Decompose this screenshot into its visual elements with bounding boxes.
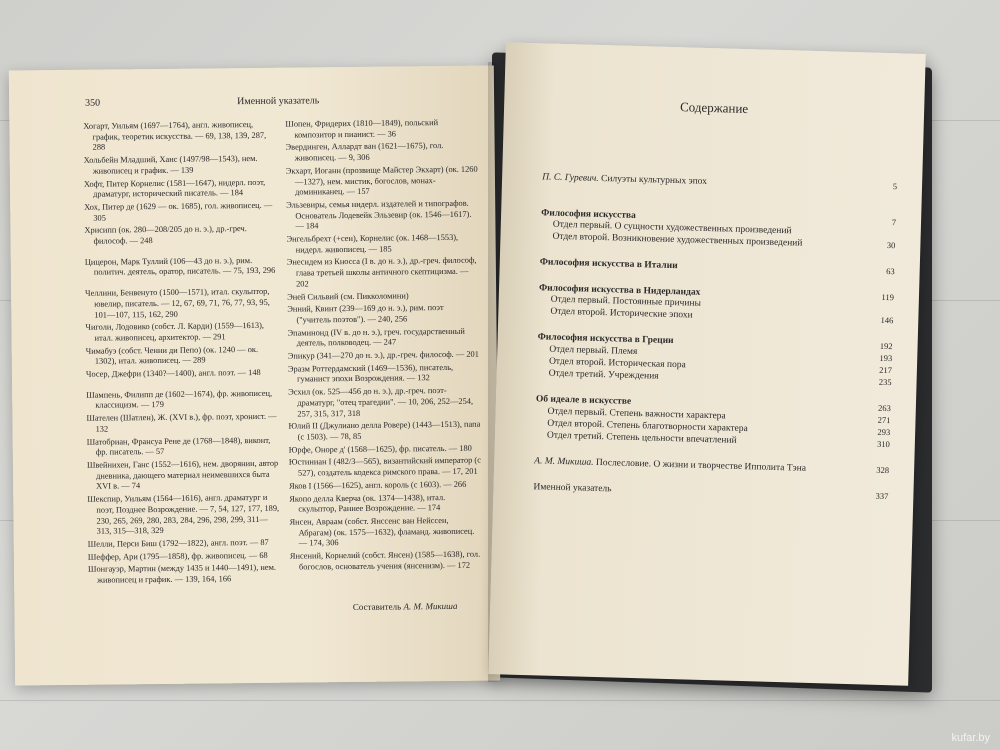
index-entry: Экхарт, Иоганн (прозвище Майстер Экхарт) (ок. 1260—1327), нем. мистик, богослов, монах-доминиканец. — 157 bbox=[285, 164, 478, 197]
index-entry: Хогарт, Уильям (1697—1764), англ. живописец, график, теоретик искусства. — 69, 138, 139, 287, 288 bbox=[83, 120, 267, 153]
index-entry: Челлини, Бенвенуто (1500—1571), итал. скульптор, ювелир, писатель. — 12, 67, 69, 71, 76, 77, 93, 95, 101—107, 115, 162, 290 bbox=[85, 286, 270, 320]
toc-label-text: Послесловие. О жизни и творчестве Ипполита Тэна bbox=[595, 457, 807, 474]
toc-label-text: Об идеале в искусстве bbox=[535, 394, 632, 407]
toc-label-text: Отдел второй. Степень благотворности характера bbox=[547, 418, 748, 435]
toc-label-text: Отдел второй. Историческая пора bbox=[548, 356, 686, 371]
index-entry: Хох, Питер де (1629 — ок. 1685), гол. живописец. — 305 bbox=[84, 200, 273, 223]
toc-page-number: 193 bbox=[879, 352, 893, 364]
index-entry: Эсхил (ок. 525—456 до н. э.), др.-греч. поэт-драматург, "отец трагедии". — 10, 206, 252—254, 257, 315, 317, 318 bbox=[288, 386, 474, 419]
toc-label-text: Философия искусства в Нидерландах bbox=[538, 283, 701, 298]
toc-label-text: Отдел первый. Племя bbox=[549, 344, 638, 358]
index-entry: Энний, Квинт (239—169 до н. э.), рим. поэт ("учитель поэтов"). — 240, 256 bbox=[287, 303, 444, 325]
toc-page-number: 63 bbox=[886, 265, 895, 277]
index-column-1 bbox=[83, 120, 280, 589]
index-entry: Янсен, Авраам (собст. Янссенс ван Нейссен, Абрагам) (ок. 1575—1632), фламанд. живописец. — 174, 306 bbox=[289, 515, 475, 548]
toc-author: П. С. Гуревич. bbox=[542, 172, 602, 184]
left-page bbox=[9, 65, 500, 685]
compiler-name: А. М. Микиша bbox=[403, 600, 458, 612]
index-entry: Чимабуэ (собст. Ченни ди Пепо) (ок. 1240 — ок. 1302), итал. живописец. — 289 bbox=[85, 344, 259, 367]
index-entry: Хольбейн Младший, Ханс (1497/98—1543), нем. живописец и график. — 139 bbox=[83, 154, 258, 176]
toc-label-text: Философия искусства в Италии bbox=[539, 257, 678, 272]
index-entry: Юрфе, Оноре д' (1568—1625), фр. писатель. — 180 bbox=[288, 443, 472, 455]
watermark: kufar.by bbox=[951, 732, 990, 744]
index-entry: Эней Сильвий (см. Пикколомини) bbox=[287, 290, 409, 302]
index-entry: Цицерон, Марк Туллий (106—43 до н. э.), рим. политич. деятель, оратор, писатель. — 75, 193, 296 bbox=[84, 255, 276, 278]
index-entry: Энгельбрехт (+сен), Корнелис (ок. 1468—1553), нидерл. живописец. — 185 bbox=[286, 232, 459, 255]
running-head-title: Именной указатель bbox=[237, 95, 320, 108]
index-entry: Юлий II (Джулиано делла Ровере) (1443—1513), папа (с 1503). — 78, 85 bbox=[288, 419, 481, 442]
toc-author: А. М. Микиша. bbox=[534, 456, 597, 468]
toc-page-number: 235 bbox=[878, 376, 892, 388]
toc-page-number: 271 bbox=[877, 414, 891, 426]
index-column-2 bbox=[285, 118, 482, 587]
toc-label-text: Отдел второй. Возникновение художественных произведений bbox=[552, 231, 803, 249]
compiler-credit bbox=[353, 601, 458, 612]
toc-page-number: 5 bbox=[892, 181, 898, 192]
index-entry: Чосер, Джефри (1340?—1400), англ. поэт. — 148 bbox=[85, 367, 261, 379]
table-grain bbox=[0, 700, 1000, 701]
toc-title: Содержание bbox=[679, 99, 749, 117]
page-number: 350 bbox=[85, 97, 101, 109]
toc-page-number: 146 bbox=[880, 314, 894, 326]
running-head bbox=[85, 94, 454, 109]
toc-page-number: 217 bbox=[879, 364, 893, 376]
index-entry: Чиголи, Лодовико (собст. Л. Карди) (1559—1613), итал. живописец, архитектор. — 291 bbox=[85, 321, 265, 343]
toc-page-number: 7 bbox=[891, 217, 897, 228]
index-entry: Шатобриан, Франсуа Рене де (1768—1848), виконт, фр. писатель. — 57 bbox=[86, 435, 271, 457]
index-entry: Якопо делла Кверча (ок. 1374—1438), итал. скульптор, Раннее Возрождение. — 174 bbox=[289, 492, 446, 514]
toc-label-text: Философия искусства bbox=[541, 208, 636, 221]
toc-page-number bbox=[870, 235, 896, 236]
index-entry: Эпаминонд (IV в. до н. э.), греч. государственный деятель, полководец. — 247 bbox=[287, 326, 465, 348]
index-entry: Эвердинген, Аллардт ван (1621—1675), гол. живописец. — 9, 306 bbox=[285, 141, 444, 163]
index-entry: Шонгауэр, Мартин (между 1435 и 1440—1491), нем. живописец и график. — 139, 164, 166 bbox=[87, 563, 277, 585]
toc-page-number bbox=[868, 310, 894, 311]
toc-label-text: Силуэты культурных эпох bbox=[600, 173, 708, 187]
toc-label-text: Отдел третий. Степень цельности впечатлений bbox=[546, 430, 737, 446]
index-entry: Яков I (1566—1625), англ. король (с 1603). — 266 bbox=[289, 479, 467, 491]
toc-label-text: Именной указатель bbox=[533, 482, 612, 495]
index-entry: Янсений, Корнелий (собст. Янсен) (1585—1638), гол. богослов, основатель учения (янсенизм). — 172 bbox=[289, 549, 481, 572]
index-entry: Эпикур (341—270 до н. э.), др.-греч. философ. — 201 bbox=[287, 349, 479, 361]
toc-label-text: Отдел первый. Степень важности характера bbox=[547, 406, 726, 422]
index-entry: Эразм Роттердамский (1469—1536), писатель, гуманист эпохи Возрождения. — 132 bbox=[287, 362, 454, 385]
toc-label-text: Философия искусства в Греции bbox=[537, 332, 674, 347]
toc-label-text: Отдел второй. Исторические эпохи bbox=[550, 306, 693, 321]
compiler-label: Составитель bbox=[352, 601, 402, 612]
right-page bbox=[488, 42, 925, 685]
toc-page-number: 192 bbox=[879, 340, 893, 352]
toc-page-number: 119 bbox=[881, 291, 895, 303]
toc-page-number: 337 bbox=[875, 490, 889, 502]
toc-label-text: Отдел третий. Учреждения bbox=[548, 368, 659, 382]
toc-page-number: 328 bbox=[876, 464, 890, 476]
table-of-contents bbox=[533, 171, 897, 503]
toc-page-number: 263 bbox=[877, 402, 891, 414]
toc-label-text: Отдел первый. Постоянные причины bbox=[550, 294, 702, 309]
index-columns bbox=[83, 118, 483, 589]
toc-page-number: 30 bbox=[886, 239, 896, 251]
index-entry: Шателен (Шатлен), Ж. (XVI в.), фр. поэт, хронист. — 132 bbox=[86, 411, 277, 434]
index-entry: Эльзевиры, семья нидерл. издателей и типографов. Основатель Лодевейк Эльзевир (ок. 1546—1617). — 184 bbox=[286, 198, 472, 231]
index-entry: Швейнихен, Ганс (1552—1616), нем. дворянин, автор дневника, дающего материал неимевшихся быта XVI в. — 74 bbox=[86, 458, 279, 492]
toc-page-number: 293 bbox=[877, 426, 891, 438]
index-entry: Юстиниан I (482/3—565), византийский император (с 527), создатель кодекса римского права. — 17, 201 bbox=[288, 456, 481, 478]
index-entry: Шелли, Перси Биш (1792—1822), англ. поэт. — 87 bbox=[87, 537, 269, 549]
index-entry: Хрисипп (ок. 280—208/205 до н. э.), др.-греч. философ. — 248 bbox=[84, 224, 247, 246]
toc-label-text: Отдел первый. О сущности художественных произведений bbox=[552, 219, 792, 237]
index-entry: Шеффер, Ари (1795—1858), фр. живописец. — 68 bbox=[87, 550, 268, 562]
index-entry: Шекспир, Уильям (1564—1616), англ. драматург и поэт, Позднее Возрождение. — 7, 54, 127, 177, 189, 230, 265, 269, 280, 283, 284, 296, 298, 299, 311—313, 315—318, 329 bbox=[87, 492, 280, 536]
index-entry: Шопен, Фридерих (1810—1849), польский композитор и пианист. — 36 bbox=[285, 118, 439, 140]
index-entry: Хофт, Питер Корнелис (1581—1647), нидерл. поэт, драматург, исторический писатель. — 184 bbox=[83, 177, 266, 199]
toc-page-number: 310 bbox=[876, 438, 890, 450]
index-entry: Шампень, Филипп де (1602—1674), фр. живописец, классицизм. — 179 bbox=[86, 388, 273, 411]
index-entry: Энесидем из Кносса (I в. до н. э.), др.-греч. философ, глава третьей школы античного скептицизма. — 202 bbox=[286, 256, 477, 289]
